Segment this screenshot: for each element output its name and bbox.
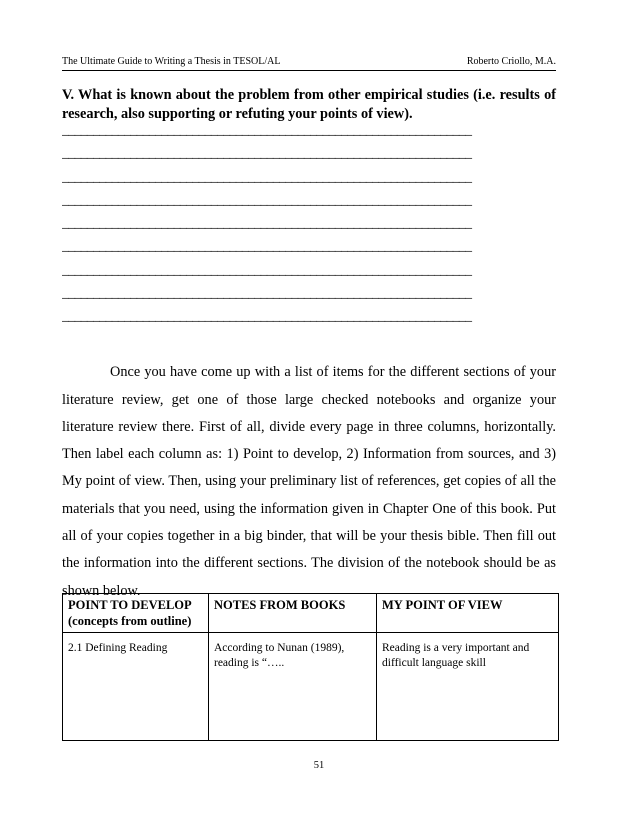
header-point-to-develop-sub: (concepts from outline) — [68, 614, 192, 628]
page-number: 51 — [313, 760, 325, 771]
header-point-to-develop — [63, 594, 209, 633]
blank-line: __________________________________________________________________ — [62, 147, 472, 162]
table-header-row — [63, 594, 559, 633]
cell-notes: According to Nunan (1989), reading is “….. — [209, 633, 377, 741]
cell-view: Reading is a very important and difficult language skill — [377, 633, 559, 741]
header-notes-from-books: NOTES FROM BOOKS — [209, 594, 377, 633]
body-paragraph: Once you have come up with a list of items for the different sections of your literature review, get one of those large checked notebooks and organize your literature review there. First of all, divide every page in three columns, horizontally. Then label each column as: 1) Point to develop, 2) Information from sources, and 3) My point of view. Then, using your preliminary list of references, get copies of all the materials that you need, using the information given in Chapter One of this book. Put all of your copies together in a big binder, that will be your thesis bible. Then fill out the information into the different sections. The division of the notebook should be as shown below. — [62, 364, 556, 599]
section-heading: V. What is known about the problem from other empirical studies (i.e. results of research, also supporting or refuting your points of view). — [62, 87, 556, 122]
blank-line: __________________________________________________________________ — [62, 193, 472, 208]
notebook-division-table — [62, 593, 559, 741]
header-author: Roberto Criollo, M.A. — [466, 56, 556, 67]
blank-line: __________________________________________________________________ — [62, 263, 472, 278]
blank-line: __________________________________________________________________ — [62, 217, 472, 232]
blank-line: __________________________________________________________________ — [62, 124, 472, 138]
blank-answer-lines — [62, 124, 556, 334]
header-my-point-of-view: MY POINT OF VIEW — [377, 594, 559, 633]
header-title: The Ultimate Guide to Writing a Thesis in TESOL/AL — [62, 56, 281, 67]
cell-point: 2.1 Defining Reading — [63, 633, 209, 741]
running-header — [62, 56, 556, 71]
header-point-to-develop-label: POINT TO DEVELOP — [68, 598, 192, 612]
blank-line: __________________________________________________________________ — [62, 310, 472, 325]
blank-line: __________________________________________________________________ — [62, 287, 472, 302]
blank-line: __________________________________________________________________ — [62, 240, 472, 255]
blank-line: __________________________________________________________________ — [62, 170, 472, 185]
table-row — [63, 633, 559, 741]
